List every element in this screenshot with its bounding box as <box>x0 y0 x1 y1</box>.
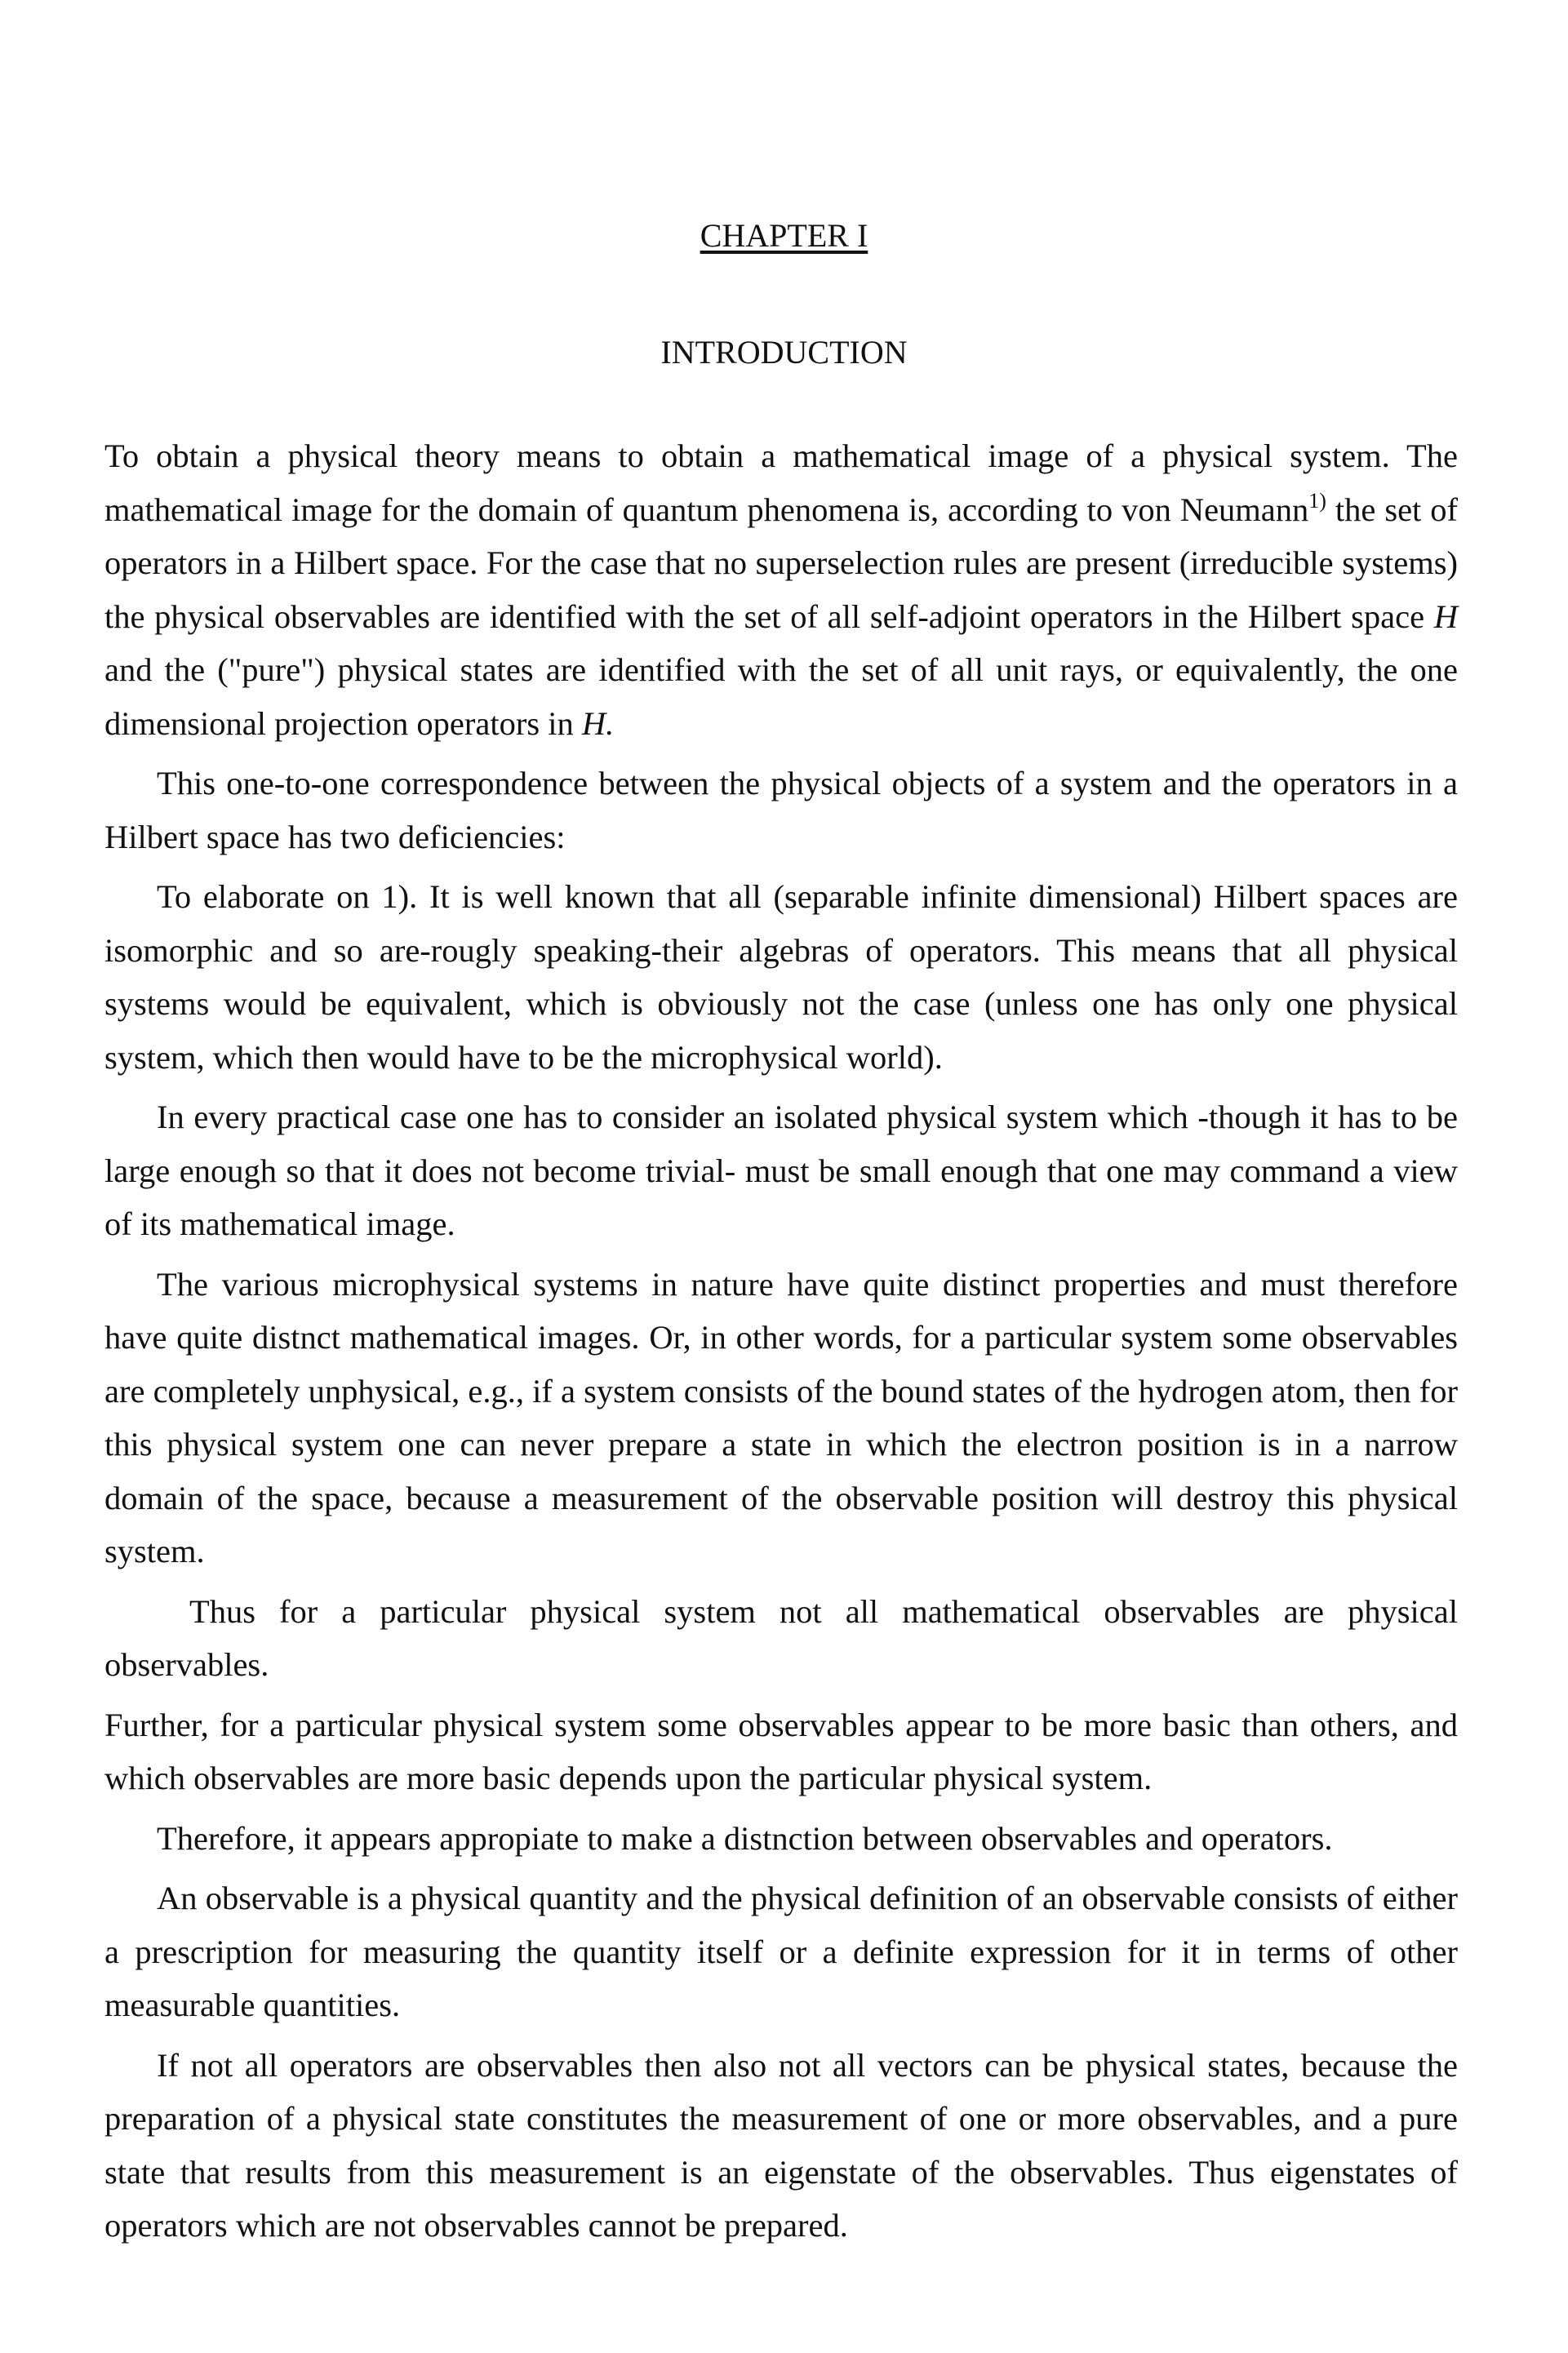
hilbert-space-symbol: H <box>1433 597 1458 635</box>
paragraph-4: In every practical case one has to consider an isolated physical system which -though it has to be large enough so that it does not become trivial- must be small enough that one may command a view of its mathematical image. <box>104 1099 1458 1242</box>
paragraph-2: This one-to-one correspondence between the physical objects of a system and the operators in a Hilbert space has two deficiencies: <box>104 765 1458 855</box>
hilbert-space-symbol-2: H. <box>581 704 615 742</box>
paragraph-3: To elaborate on 1). It is well known that all (separable infinite dimensional) Hilbert spaces are isomorphic and so are-rougly speaking-their algebras of operators. This means that all physical systems would be equivalent, which is obviously not the case (unless one has only one physical system, which then would have to be the microphysical world). <box>104 878 1458 1076</box>
section-title: INTRODUCTION <box>660 334 908 371</box>
paragraph-8: Therefore, it appears appropiate to make a distnction between observables and operators. <box>157 1819 1333 1857</box>
footnote-ref-1: 1) <box>1308 488 1326 513</box>
paragraph-5: The various microphysical systems in nature have quite distinct properties and must therefore have quite distnct mathematical images. Or, in other words, for a particular system some observables are completely unphysical, e.g., if a system consists of the bound states of the hydrogen atom, then for this physical system one can never prepare a state in which the electron position is in a narrow domain of the space, because a measurement of the observable position will destroy this physical system. <box>104 1265 1458 1569</box>
paragraph-9: An observable is a physical quantity and the physical definition of an observable consists of either a prescription for measuring the quantity itself or a definite expression for it in terms of other measurable quantities. <box>104 1880 1458 2023</box>
chapter-heading: CHAPTER I <box>700 217 868 254</box>
body-text <box>104 429 1458 2259</box>
paragraph-1 <box>104 429 1458 750</box>
paragraph-7: Further, for a particular physical system some observables appear to be more basic than others, and which observables are more basic depends upon the particular physical system. <box>104 1706 1458 1796</box>
paragraph-1-part-c: and the ("pure") physical states are identified with the set of all unit rays, or equivalently, the one dimensional projection operators in <box>104 651 1458 742</box>
paragraph-1-part-b: the set of operators in a Hilbert space. For the case that no superselection rules are present (irreducible systems) the physical observables are identified with the set of all self-adjoint operators in the Hilbert space <box>104 491 1458 635</box>
paragraph-6: Thus for a particular physical system not all mathematical observables are physical observables. <box>104 1592 1458 1683</box>
paragraph-1-part-a: To obtain a physical theory means to obtain a mathematical image of a physical system. The mathematical image for the domain of quantum phenomena is, according to von Neumann <box>104 437 1458 528</box>
paragraph-10: If not all operators are observables then also not all vectors can be physical states, because the preparation of a physical state constitutes the measurement of one or more observables, and a pure state that results from this measurement is an eigenstate of the observables. Thus eigenstates of operators which are not observables cannot be prepared. <box>104 2046 1458 2244</box>
